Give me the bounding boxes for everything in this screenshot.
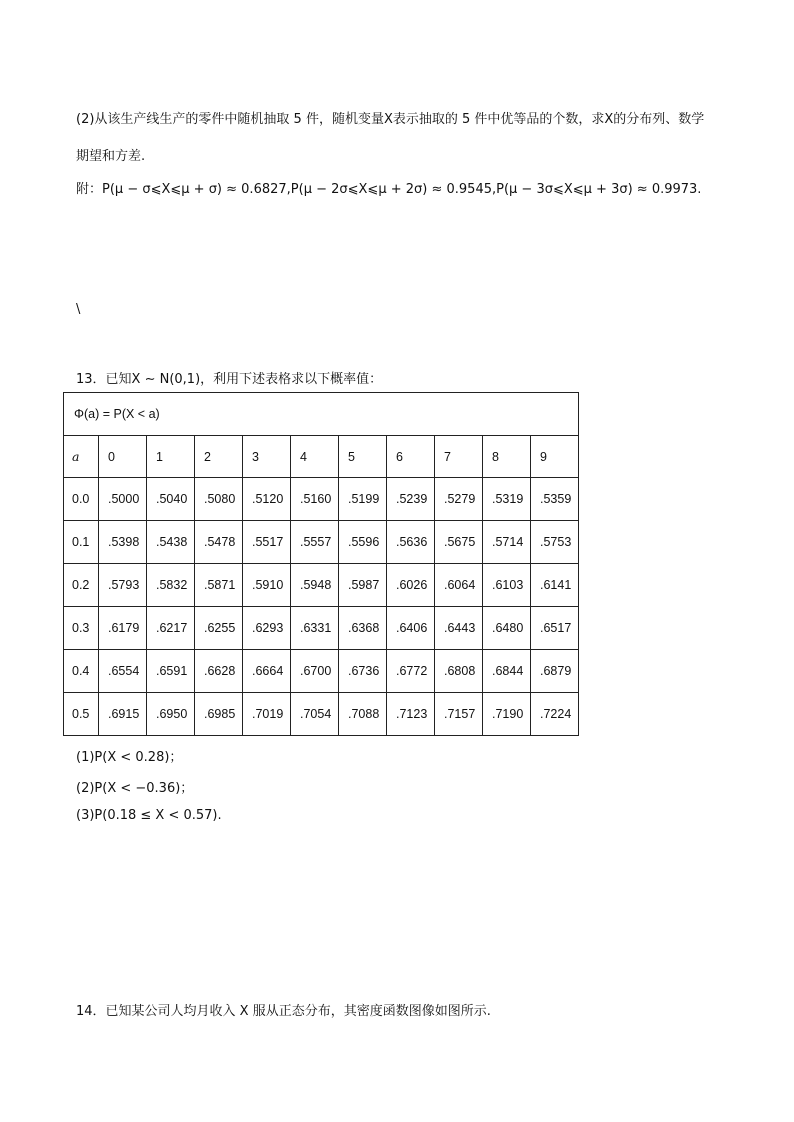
row-label-cell: 0.0 (64, 478, 99, 521)
table-cell: .5000 (99, 478, 147, 521)
table-cell: .6772 (387, 650, 435, 693)
table-cell: .7190 (483, 693, 531, 736)
table-header-cell: 4 (291, 436, 339, 478)
table-cell: .6064 (435, 564, 483, 607)
table-header-cell: 5 (339, 436, 387, 478)
table-cell: .6255 (195, 607, 243, 650)
table-cell: .5832 (147, 564, 195, 607)
q12-note: 附：P(μ − σ⩽X⩽μ + σ) ≈ 0.6827,P(μ − 2σ⩽X⩽μ + 2σ) ≈ 0.9545,P(μ − 3σ⩽X⩽μ + 3σ) ≈ 0.9973. (76, 182, 702, 197)
table-cell: .7123 (387, 693, 435, 736)
table-header-cell: 0 (99, 436, 147, 478)
table-row (64, 478, 579, 521)
table-cell: .6808 (435, 650, 483, 693)
table-cell: .6443 (435, 607, 483, 650)
table-cell: .5279 (435, 478, 483, 521)
table-cell: .6406 (387, 607, 435, 650)
table-cell: .7088 (339, 693, 387, 736)
table-cell: .6480 (483, 607, 531, 650)
table-cell: .6293 (243, 607, 291, 650)
q12-part2-line2: 期望和方差. (76, 149, 146, 164)
table-cell: .6517 (531, 607, 579, 650)
table-cell: .6700 (291, 650, 339, 693)
table-cell: .6554 (99, 650, 147, 693)
table-row (64, 564, 579, 607)
table-cell: .6915 (99, 693, 147, 736)
table-header-cell: 3 (243, 436, 291, 478)
table-cell: .6103 (483, 564, 531, 607)
table-cell: .6844 (483, 650, 531, 693)
table-cell: .5596 (339, 521, 387, 564)
table-header-cell: 1 (147, 436, 195, 478)
table-cell: .6179 (99, 607, 147, 650)
table-cell: .6985 (195, 693, 243, 736)
table-cell: .5319 (483, 478, 531, 521)
table-cell: .6664 (243, 650, 291, 693)
table-cell: .6628 (195, 650, 243, 693)
table-row (64, 693, 579, 736)
table-cell: .5160 (291, 478, 339, 521)
table-title-row (64, 393, 579, 436)
row-label-cell: 0.4 (64, 650, 99, 693)
row-label-cell: 0.3 (64, 607, 99, 650)
table-cell: .5636 (387, 521, 435, 564)
table-cell: .5793 (99, 564, 147, 607)
row-label-cell: 0.1 (64, 521, 99, 564)
table-cell: .5557 (291, 521, 339, 564)
row-label-cell: 0.2 (64, 564, 99, 607)
table-header-row (64, 436, 579, 478)
table-cell: .5948 (291, 564, 339, 607)
q13-part2: (2)P(X < −0.36)； (76, 781, 194, 796)
table-header-cell: 8 (483, 436, 531, 478)
table-row (64, 607, 579, 650)
table-cell: .6026 (387, 564, 435, 607)
table-cell: .5987 (339, 564, 387, 607)
table-cell: .5359 (531, 478, 579, 521)
table-cell: .5910 (243, 564, 291, 607)
table-cell: .5714 (483, 521, 531, 564)
table-row (64, 650, 579, 693)
table-title: Φ(a) = P(X < a) (64, 393, 579, 436)
table-cell: .6331 (291, 607, 339, 650)
table-cell: .6217 (147, 607, 195, 650)
table-cell: .7157 (435, 693, 483, 736)
table-cell: .7054 (291, 693, 339, 736)
table-header-cell: 6 (387, 436, 435, 478)
table-cell: .6736 (339, 650, 387, 693)
table-cell: .5080 (195, 478, 243, 521)
table-row (64, 521, 579, 564)
table-cell: .7019 (243, 693, 291, 736)
table-header-cell: a (64, 436, 99, 478)
q14-stem: 14．已知某公司人均月收入 X 服从正态分布，其密度函数图像如图所示. (76, 1004, 491, 1019)
stray-backslash: \ (76, 302, 81, 317)
q13-part3: (3)P(0.18 ≤ X < 0.57). (76, 808, 222, 823)
table-cell: .5120 (243, 478, 291, 521)
table-cell: .5517 (243, 521, 291, 564)
row-label-cell: 0.5 (64, 693, 99, 736)
table-cell: .5398 (99, 521, 147, 564)
table-header-cell: 7 (435, 436, 483, 478)
table-cell: .6591 (147, 650, 195, 693)
table-cell: .5871 (195, 564, 243, 607)
q13-part1: (1)P(X < 0.28)； (76, 750, 183, 765)
table-cell: .5675 (435, 521, 483, 564)
q12-part2-line1: (2)从该生产线生产的零件中随机抽取 5 件，随机变量X表示抽取的 5 件中优等品的个数，求X的分布列、数学 (76, 112, 705, 127)
normal-distribution-table (63, 392, 579, 736)
table-cell: .5199 (339, 478, 387, 521)
table-cell: .6879 (531, 650, 579, 693)
table-cell: .5040 (147, 478, 195, 521)
q13-stem: 13．已知X ∼ N(0,1)，利用下述表格求以下概率值： (76, 372, 383, 387)
table-cell: .5239 (387, 478, 435, 521)
table-cell: .6141 (531, 564, 579, 607)
table-cell: .7224 (531, 693, 579, 736)
table-cell: .5753 (531, 521, 579, 564)
table-cell: .6368 (339, 607, 387, 650)
table-header-cell: 9 (531, 436, 579, 478)
table-cell: .5478 (195, 521, 243, 564)
table-cell: .6950 (147, 693, 195, 736)
table-cell: .5438 (147, 521, 195, 564)
table-header-cell: 2 (195, 436, 243, 478)
